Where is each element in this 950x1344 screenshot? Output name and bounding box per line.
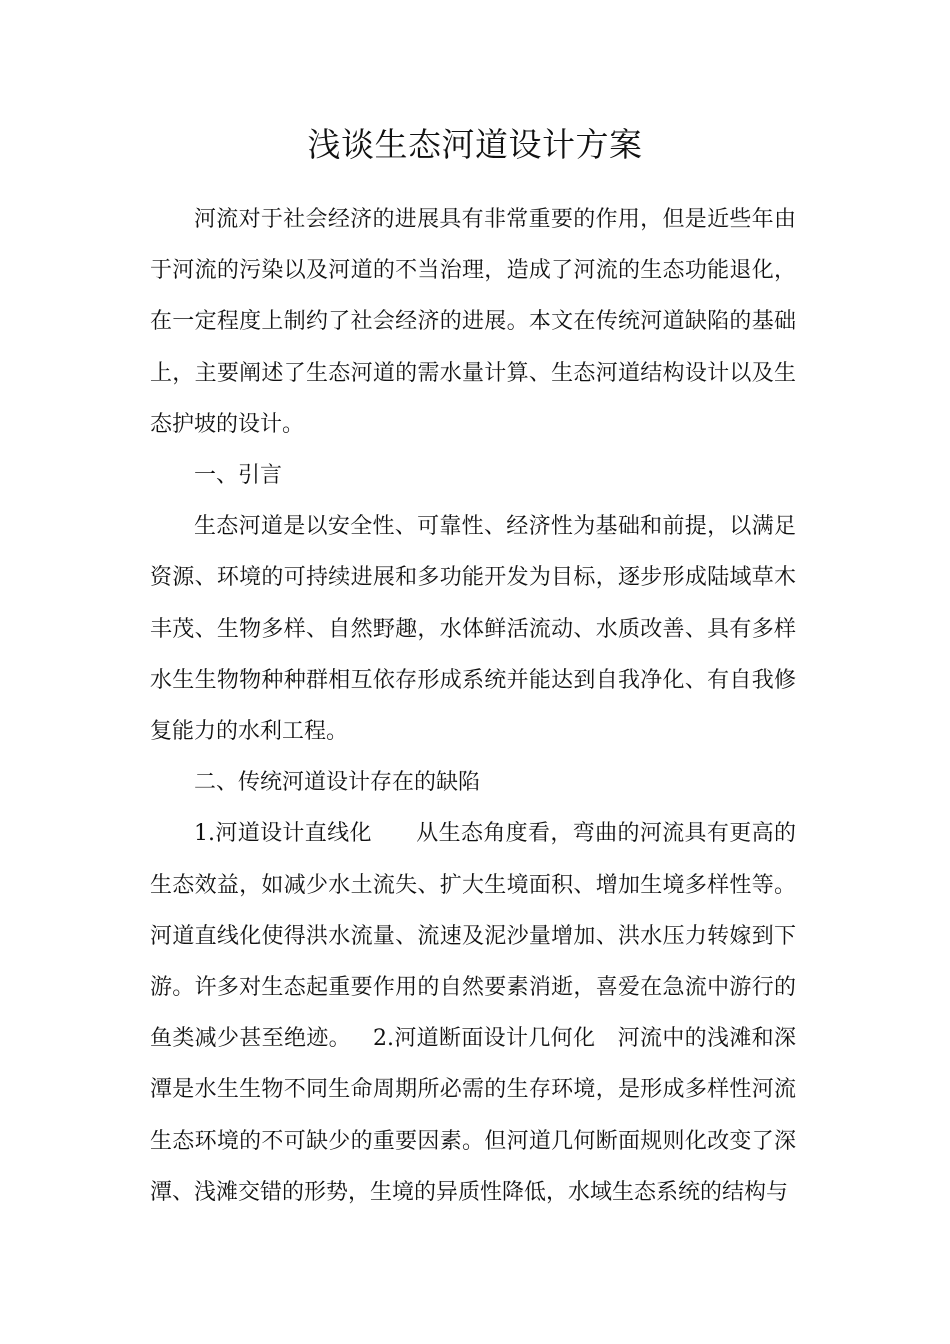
document-body	[150, 194, 796, 1218]
introduction-paragraph: 生态河道是以安全性、可靠性、经济性为基础和前提，以满足资源、环境的可持续进展和多功能开发为目标，逐步形成陆域草木丰茂、生物多样、自然野趣，水体鲜活流动、水质改善、具有多样水生生物物种种群相互依存形成系统并能达到自我净化、有自我修复能力的水利工程。	[150, 514, 796, 745]
defects-paragraph	[150, 808, 796, 1218]
item1-title: 1.河道设计直线化	[194, 821, 372, 847]
abstract-paragraph: 河流对于社会经济的进展具有非常重要的作用，但是近些年由于河流的污染以及河道的不当治理，造成了河流的生态功能退化，在一定程度上制约了社会经济的进展。本文在传统河道缺陷的基础上，主要阐述了生态河道的需水量计算、生态河道结构设计以及生态护坡的设计。	[150, 207, 796, 437]
item2-text: 河流中的浅滩和深潭是水生生物不同生命周期所必需的生存环境，是形成多样性河流生态环境的不可缺少的重要因素。但河道几何断面规则化改变了深潭、浅滩交错的形势，生境的异质性降低，水域生态系统的结构与	[150, 1026, 796, 1205]
section-heading-introduction: 一、引言	[194, 463, 283, 489]
document-title: 浅谈生态河道设计方案	[307, 125, 643, 164]
section-heading-defects: 二、传统河道设计存在的缺陷	[194, 770, 481, 796]
item2-title: 2.河道断面设计几何化	[373, 1026, 596, 1052]
item1-text: 从生态角度看，弯曲的河流具有更高的生态效益，如减少水土流失、扩大生境面积、增加生境多样性等。河道直线化使得洪水流量、流速及泥沙量增加、洪水压力转嫁到下游。许多对生态起重要作用的自然要素消逝，喜爱在急流中游行的鱼类减少甚至绝迹。	[150, 821, 796, 1052]
